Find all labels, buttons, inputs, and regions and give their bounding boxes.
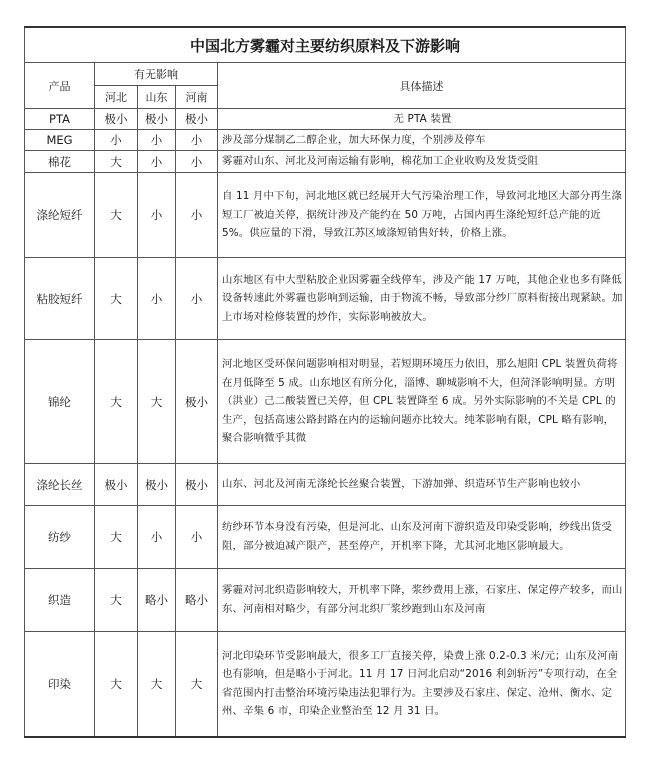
row-description: 雾霾对河北织造影响较大，开机率下降，浆纱费用上涨，石家庄、保定停产较多，而山东、河南相对略少，有部分河北织厂浆纱跑到山东及河南 [218,569,626,632]
row-product: 棉花 [25,151,95,173]
row-henan-level: 小 [176,506,218,569]
row-shandong-level: 小 [138,173,176,258]
row-henan-level: 大 [176,632,218,737]
row-product: 粘胶短纤 [25,258,95,340]
row-product: 织造 [25,569,95,632]
row-shandong-level: 略小 [138,569,176,632]
row-hebei-level: 大 [95,151,138,173]
row-henan-level: 小 [176,173,218,258]
table-row [25,340,626,464]
row-product: 涤纶长丝 [25,464,95,506]
row-product: MEG [25,130,95,151]
row-description: 无 PTA 装置 [218,109,626,130]
row-henan-level: 小 [176,151,218,173]
table-row [25,506,626,569]
row-hebei-level: 大 [95,632,138,737]
table-row [25,632,626,737]
header-impact-group: 有无影响 [95,63,218,86]
row-description: 山东、河北及河南无涤纶长丝聚合装置，下游加弹、织造环节生产影响也较小 [218,464,626,506]
row-hebei-level: 大 [95,173,138,258]
row-henan-level: 小 [176,258,218,340]
row-shandong-level: 极小 [138,464,176,506]
row-henan-level: 略小 [176,569,218,632]
row-product: 锦纶 [25,340,95,464]
row-henan-level: 极小 [176,109,218,130]
row-description: 雾霾对山东、河北及河南运输有影响，棉花加工企业收购及发货受阻 [218,151,626,173]
row-product: PTA [25,109,95,130]
row-description: 涉及部分煤制乙二醇企业，加大环保力度，个别涉及停车 [218,130,626,151]
row-product: 印染 [25,632,95,737]
row-shandong-level: 大 [138,340,176,464]
table-row [25,569,626,632]
row-shandong-level: 小 [138,506,176,569]
table-row [25,258,626,340]
table-row [25,173,626,258]
row-description: 河北地区受环保问题影响相对明显，若短期环境压力依旧，那么旭阳 CPL 装置负荷将在月低降至 5 成。山东地区有所分化，淄博、聊城影响不大，但菏泽影响明显。方明（洪业）己二酸装置已关停，但 CPL 装置降至 6 成。另外实际影响的不关是 CPL 的生产，包括高速公路封路在内的运输问题亦比较大。纯苯影响有限，CPL 略有影响，聚合影响微乎其微 [218,340,626,464]
header-region-henan: 河南 [176,86,218,109]
row-shandong-level: 小 [138,258,176,340]
row-hebei-level: 大 [95,340,138,464]
header-region-hebei: 河北 [95,86,138,109]
row-hebei-level: 大 [95,569,138,632]
row-shandong-level: 大 [138,632,176,737]
row-shandong-level: 小 [138,151,176,173]
table-row [25,464,626,506]
table-row [25,130,626,151]
row-product: 涤纶短纤 [25,173,95,258]
row-description: 河北印染环节受影响最大，很多工厂直接关停，染费上涨 0.2-0.3 米/元；山东及河南也有影响，但是略小于河北。11 月 17 日河北启动“2016 利剑斩污”专项行动，在全省范围内打击整治环境污染违法犯罪行为。主要涉及石家庄、保定、沧州、衡水、定州、辛集 6 市，印染企业整治至 12 月 31 日。 [218,632,626,737]
row-henan-level: 小 [176,130,218,151]
row-description: 纺纱环节本身没有污染，但是河北、山东及河南下游织造及印染受影响，纱线出货受阻，部分被迫减产限产，甚至停产，开机率下降，尤其河北地区影响最大。 [218,506,626,569]
table-row [25,109,626,130]
row-hebei-level: 大 [95,506,138,569]
row-hebei-level: 极小 [95,464,138,506]
row-shandong-level: 极小 [138,109,176,130]
row-description: 山东地区有中大型粘胶企业因雾霾全线停车，涉及产能 17 万吨，其他企业也多有降低设备转速此外雾霾也影响到运输，由于物流不畅，导致部分纱厂原料衔接出现紧缺。加上市场对检修装置的炒作，实际影响被放大。 [218,258,626,340]
row-hebei-level: 大 [95,258,138,340]
table-row [25,151,626,173]
table-title: 中国北方雾霾对主要纺织原料及下游影响 [25,27,626,63]
row-shandong-level: 小 [138,130,176,151]
header-description: 具体描述 [218,63,626,109]
row-product: 纺纱 [25,506,95,569]
row-henan-level: 极小 [176,340,218,464]
header-product: 产品 [25,63,95,109]
impact-table-document [24,26,625,738]
row-description: 自 11 月中下旬，河北地区就已经展开大气污染治理工作，导致河北地区大部分再生涤短工厂被迫关停，据统计涉及产能约在 50 万吨，占国内再生涤纶短纤总产能的近 5%。供应量的下滑，导致江苏区域涤短销售好转，价格上涨。 [218,173,626,258]
impact-table [24,26,626,738]
row-hebei-level: 极小 [95,109,138,130]
row-hebei-level: 小 [95,130,138,151]
row-henan-level: 极小 [176,464,218,506]
header-region-shandong: 山东 [138,86,176,109]
